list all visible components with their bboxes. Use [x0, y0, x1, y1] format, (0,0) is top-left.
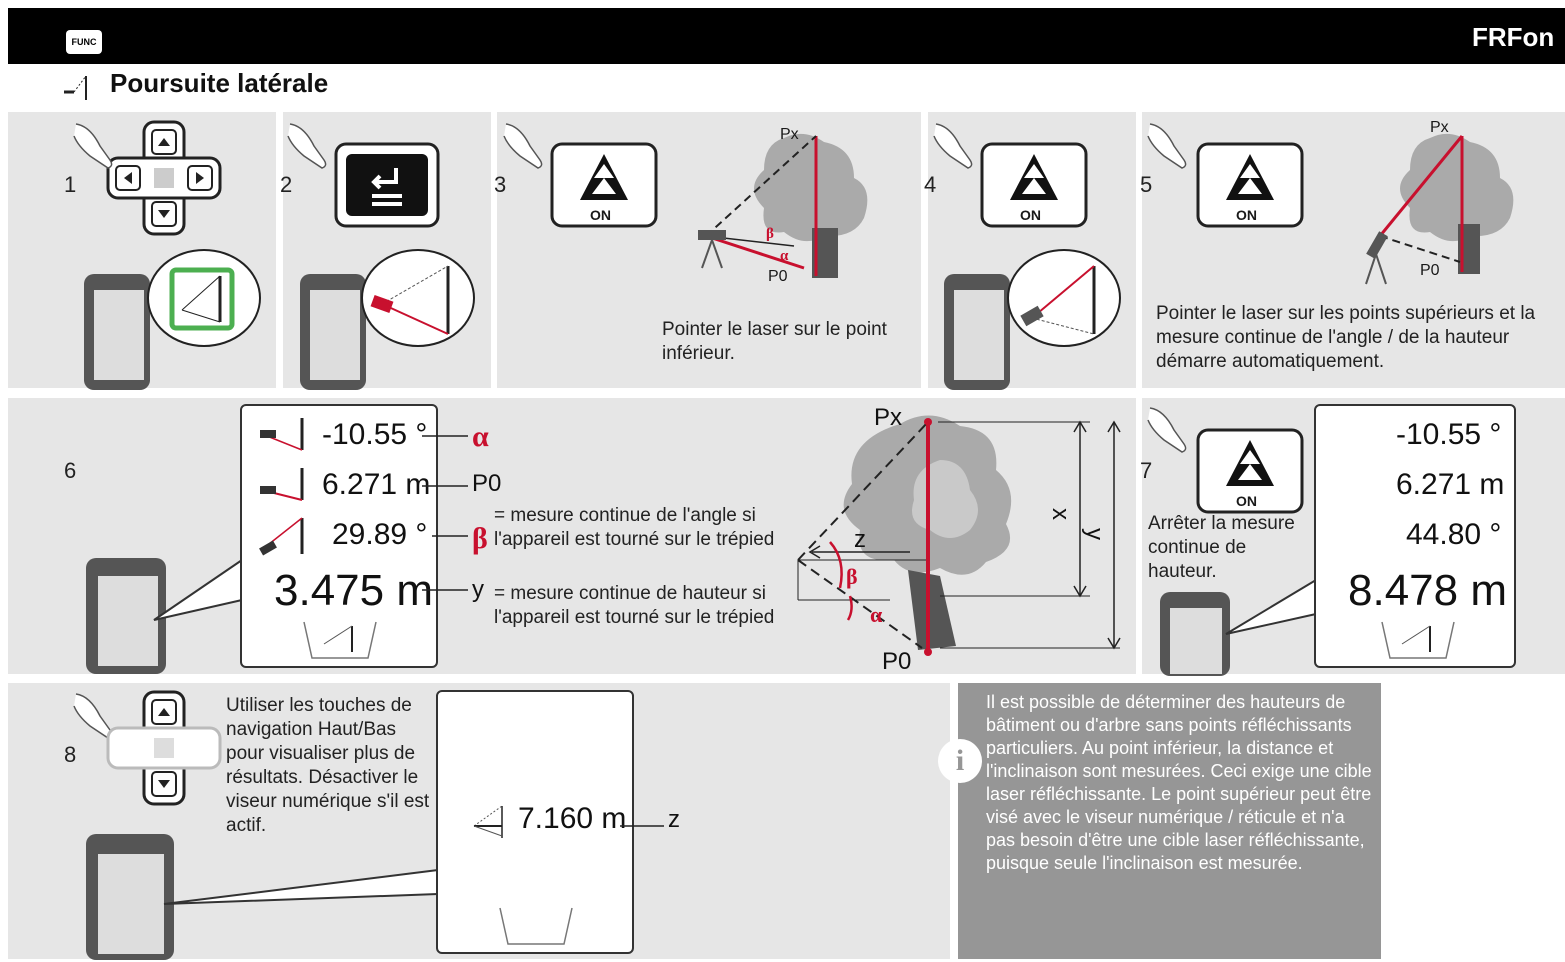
px-label: Px — [780, 126, 799, 143]
measure-bubble — [1002, 248, 1124, 348]
px-label: Px — [874, 404, 903, 431]
result-angle-1: -10.55 ° — [1396, 418, 1502, 451]
px-label: Px — [1430, 119, 1449, 136]
info-box — [955, 683, 1381, 959]
display-footer — [496, 904, 576, 948]
beta-label: β — [766, 226, 774, 242]
angle-icon — [258, 414, 308, 454]
beta-value: 29.89 ° — [332, 518, 428, 551]
on-button-label: ON — [590, 207, 611, 223]
callout-pointer — [150, 560, 250, 630]
lateral-tracking-icon — [62, 74, 96, 104]
on-button-label: ON — [1020, 207, 1041, 223]
alpha-marker: α — [472, 420, 489, 453]
beta-angle-icon — [258, 514, 308, 558]
info-icon: i — [938, 739, 982, 783]
distance-icon — [258, 464, 308, 504]
step-8-number: 8 — [64, 742, 77, 767]
tree-diagram-large — [790, 400, 1130, 672]
step-5-number: 5 — [1140, 172, 1153, 197]
result-angle-2: 44.80 ° — [1406, 518, 1502, 551]
step-7-caption: Arrêter la mesure continue de hauteur. — [1148, 513, 1295, 582]
step-3-caption: Pointer le laser sur le point inférieur. — [662, 319, 887, 364]
alpha-value: -10.55 ° — [322, 418, 428, 451]
navigation-pad-icon — [106, 690, 222, 806]
y-description: = mesure continue de hauteur si l'appareil est tourné sur le trépied — [494, 583, 775, 628]
display-footer — [1378, 618, 1458, 662]
height-value: 3.475 m — [274, 566, 433, 615]
step-6-number: 6 — [64, 458, 77, 483]
beta-marker: β — [472, 522, 488, 555]
step-1-number: 1 — [64, 172, 77, 197]
z-label: z — [854, 526, 866, 553]
alpha-label: α — [870, 602, 883, 627]
p0-label: P0 — [882, 648, 912, 675]
beta-label: β — [846, 564, 858, 589]
language-label: FRFon — [1472, 22, 1555, 52]
info-text: Il est possible de déterminer des hauteurs de bâtiment ou d'arbre sans points réfléchissants particuliers. Au point inférieur, la distance et l'inclinaison sont mesurées. Ceci exige une cible laser réfléchissante. Le point supérieur peut être visé avec le viseur numérique / réticule et n'a pas besoin d'être une cible laser réfléchissante, puisque seule l'inclinaison est mesurée. — [986, 692, 1372, 873]
x-label: x — [1047, 508, 1074, 520]
p0-label: P0 — [768, 268, 788, 285]
height-mode-bubble — [140, 248, 262, 348]
section-title: Poursuite latérale — [110, 68, 329, 98]
step-5-caption: Pointer le laser sur les points supérieurs et la mesure continue de l'angle / de la hauteur démarre automatiquement. — [1156, 303, 1536, 372]
header-bar — [8, 8, 1565, 64]
z-value: 7.160 m — [518, 802, 627, 835]
z-marker: z — [668, 806, 680, 833]
finger-icon — [70, 116, 130, 176]
p0-value: 6.271 m — [322, 468, 431, 501]
leader-lines — [412, 430, 472, 600]
step-8-caption: Utiliser les touches de navigation Haut/Bas pour visualiser plus de résultats. Désactiver le viseur numérique s'il est actif. — [226, 695, 430, 836]
p0-label: P0 — [1420, 262, 1440, 279]
enter-key-icon — [334, 142, 440, 228]
beta-description: = mesure continue de l'angle si l'appareil est tourné sur le trépied — [494, 505, 775, 550]
finger-icon — [1144, 400, 1204, 460]
callout-pointer — [1220, 580, 1320, 640]
y-label: y — [1081, 528, 1108, 540]
measure-bubble — [356, 248, 478, 348]
tree-diagram-small — [694, 128, 884, 288]
step-2-number: 2 — [280, 172, 293, 197]
func-badge: FUNC — [66, 30, 102, 54]
on-button-label: ON — [1236, 207, 1257, 223]
alpha-label: α — [780, 248, 789, 264]
result-distance: 6.271 m — [1396, 468, 1505, 501]
step-7-number: 7 — [1140, 458, 1153, 483]
result-height: 8.478 m — [1348, 566, 1507, 615]
step-4-number: 4 — [924, 172, 937, 197]
tree-diagram-small — [1360, 128, 1550, 288]
callout-pointer — [158, 870, 442, 930]
on-button-label: ON — [1236, 493, 1257, 509]
p0-marker: P0 — [472, 470, 502, 497]
display-footer — [300, 618, 380, 662]
finger-icon — [1144, 116, 1204, 176]
step-3-number: 3 — [494, 172, 507, 197]
leader-line — [620, 824, 664, 828]
y-marker: y — [472, 576, 484, 603]
z-distance-icon — [470, 804, 510, 840]
